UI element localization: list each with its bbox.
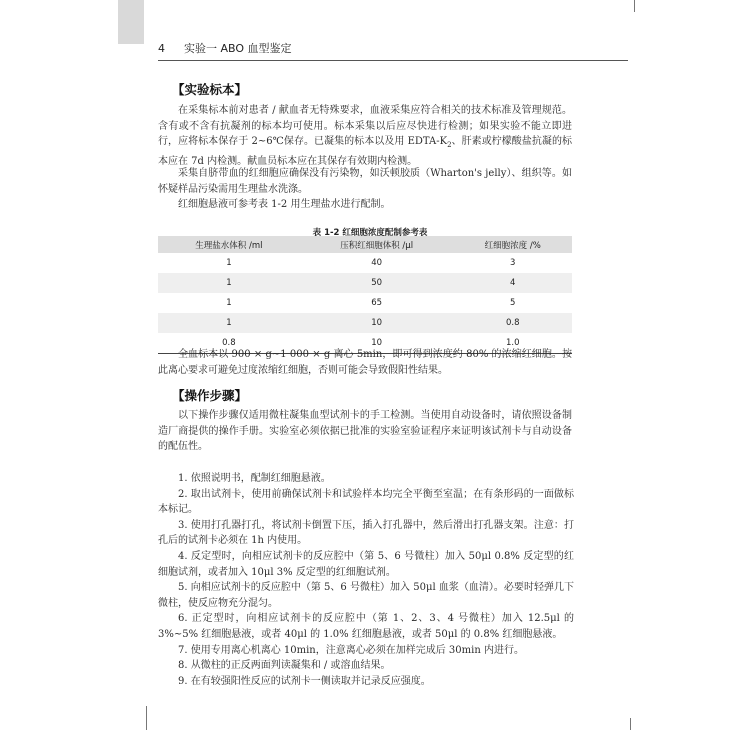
table-cell: 1.0	[505, 337, 520, 348]
table-cell: 4	[510, 278, 516, 288]
steps-list	[158, 471, 574, 689]
list-item: 5. 向相应试剂卡的反应腔中（第 5、6 号微柱）加入 50μl 血浆（血清）。必要时轻弹几下微柱，使反应物充分混匀。	[158, 582, 574, 609]
table-cell: 1	[226, 278, 232, 288]
table-row	[158, 253, 572, 273]
paragraph-centrifuge: 全血标本以 900 × g~1 000 × g 离心 5min，即可得到浓度约 80% 的浓缩红细胞。按此离心要求可避免过度浓缩红细胞，否则可能会导致假阳性结果。	[158, 349, 572, 376]
page-number: 4	[158, 42, 165, 55]
list-item: 8. 从微柱的正反两面判读凝集和 / 或溶血结果。	[178, 660, 391, 672]
column-header: 红细胞浓度 /%	[484, 240, 541, 251]
crop-mark	[634, 0, 635, 12]
chapter-title: 实验一 ABO 血型鉴定	[184, 42, 292, 55]
paragraph-steps-intro: 以下操作步骤仅适用微柱凝集血型试剂卡的手工检测。当使用自动设备时，请依照设备制造厂商提供的操作手册。实验室必须依据已批准的实验室验证程序来证明该试剂卡与自动设备的配伍性。	[158, 410, 572, 453]
page-header	[158, 40, 628, 61]
paragraph-sample-requirements: 在采集标本前对患者 / 献血者无特殊要求，血液采集应符合相关的技术标准及管理规范。含有或不含有抗凝剂的标本均可使用。标本采集以后应尽快进行检测；如果实验不能立即进行，应将标本保存于 2~6℃保存。已凝集的标本以及用 EDTA-$K_2$、肝素或柠檬酸盐抗凝的标本应在 7d 内检测。献血员标本应在其保存有效期内检测。	[158, 105, 572, 167]
list-item: 6. 正定型时，向相应试剂卡的反应腔中（第 1、2、3、4 号微柱）加入 12.5μl 的 3%~5% 红细胞悬液，或者 40μl 的 1.0% 红细胞悬液，或者 50μl 的 0.8% 红细胞悬液。	[158, 613, 574, 640]
list-item: 2. 取出试剂卡，使用前确保试剂卡和试验样本均完全平衡至室温；在有条形码的一面做标本标记。	[158, 488, 574, 516]
list-item: 4. 反定型时，向相应试剂卡的反应腔中（第 5、6 号微柱）加入 50μl 0.8% 反定型的红细胞试剂，或者加入 10μl 3% 反定型的红细胞试剂。	[158, 550, 574, 578]
list-item: 3. 使用打孔器打孔，将试剂卡倒置下压，插入打孔器中，然后滑出打孔器支架。注意：打孔后的试剂卡必须在 1h 内使用。	[158, 519, 574, 547]
table-cell: 50	[371, 278, 383, 288]
list-item: 1. 依照说明书，配制红细胞悬液。	[178, 473, 331, 484]
table-cell: 1	[226, 258, 232, 268]
paragraph-cord-blood: 采集自脐带血的红细胞应确保没有污染物，如沃顿胶质（Wharton's jelly）、组织等。如怀疑样品污染需用生理盐水洗涤。	[158, 168, 572, 195]
table-cell: 10	[371, 318, 383, 328]
table-cell: 10	[371, 337, 383, 348]
table-caption: 表 1-2 红细胞浓度配制参考表	[312, 228, 428, 238]
table-cell: 40	[371, 258, 383, 268]
table-cell: 65	[371, 298, 383, 308]
table-cell: 1	[226, 298, 232, 308]
table-row	[158, 273, 572, 293]
column-header: 生理盐水体积 /ml	[195, 240, 263, 251]
table-header-row	[158, 236, 572, 253]
table-row	[158, 293, 572, 313]
page-corner-tab	[118, 0, 144, 44]
crop-mark	[146, 706, 147, 730]
section-title-steps: 【操作步骤】	[172, 388, 248, 403]
section-title-sample: 【实验标本】	[172, 82, 248, 97]
crop-mark	[630, 718, 631, 730]
paragraph-table-reference: 红细胞悬液可参考表 1-2 用生理盐水进行配制。	[178, 199, 391, 210]
list-item: 9. 在有较强阳性反应的试剂卡一侧读取并记录反应强度。	[178, 675, 431, 687]
concentration-table	[158, 236, 572, 354]
table-cell: 5	[510, 298, 516, 308]
table-cell: 1	[226, 318, 232, 328]
list-item: 7. 使用专用离心机离心 10min，注意离心必须在加样完成后 30min 内进行。	[178, 644, 524, 656]
table-cell: 0.8	[505, 318, 520, 328]
table-cell: 3	[510, 258, 516, 268]
column-header: 压积红细胞体积 /μl	[340, 240, 414, 251]
table-cell: 0.8	[222, 337, 236, 348]
table-row	[158, 313, 572, 333]
